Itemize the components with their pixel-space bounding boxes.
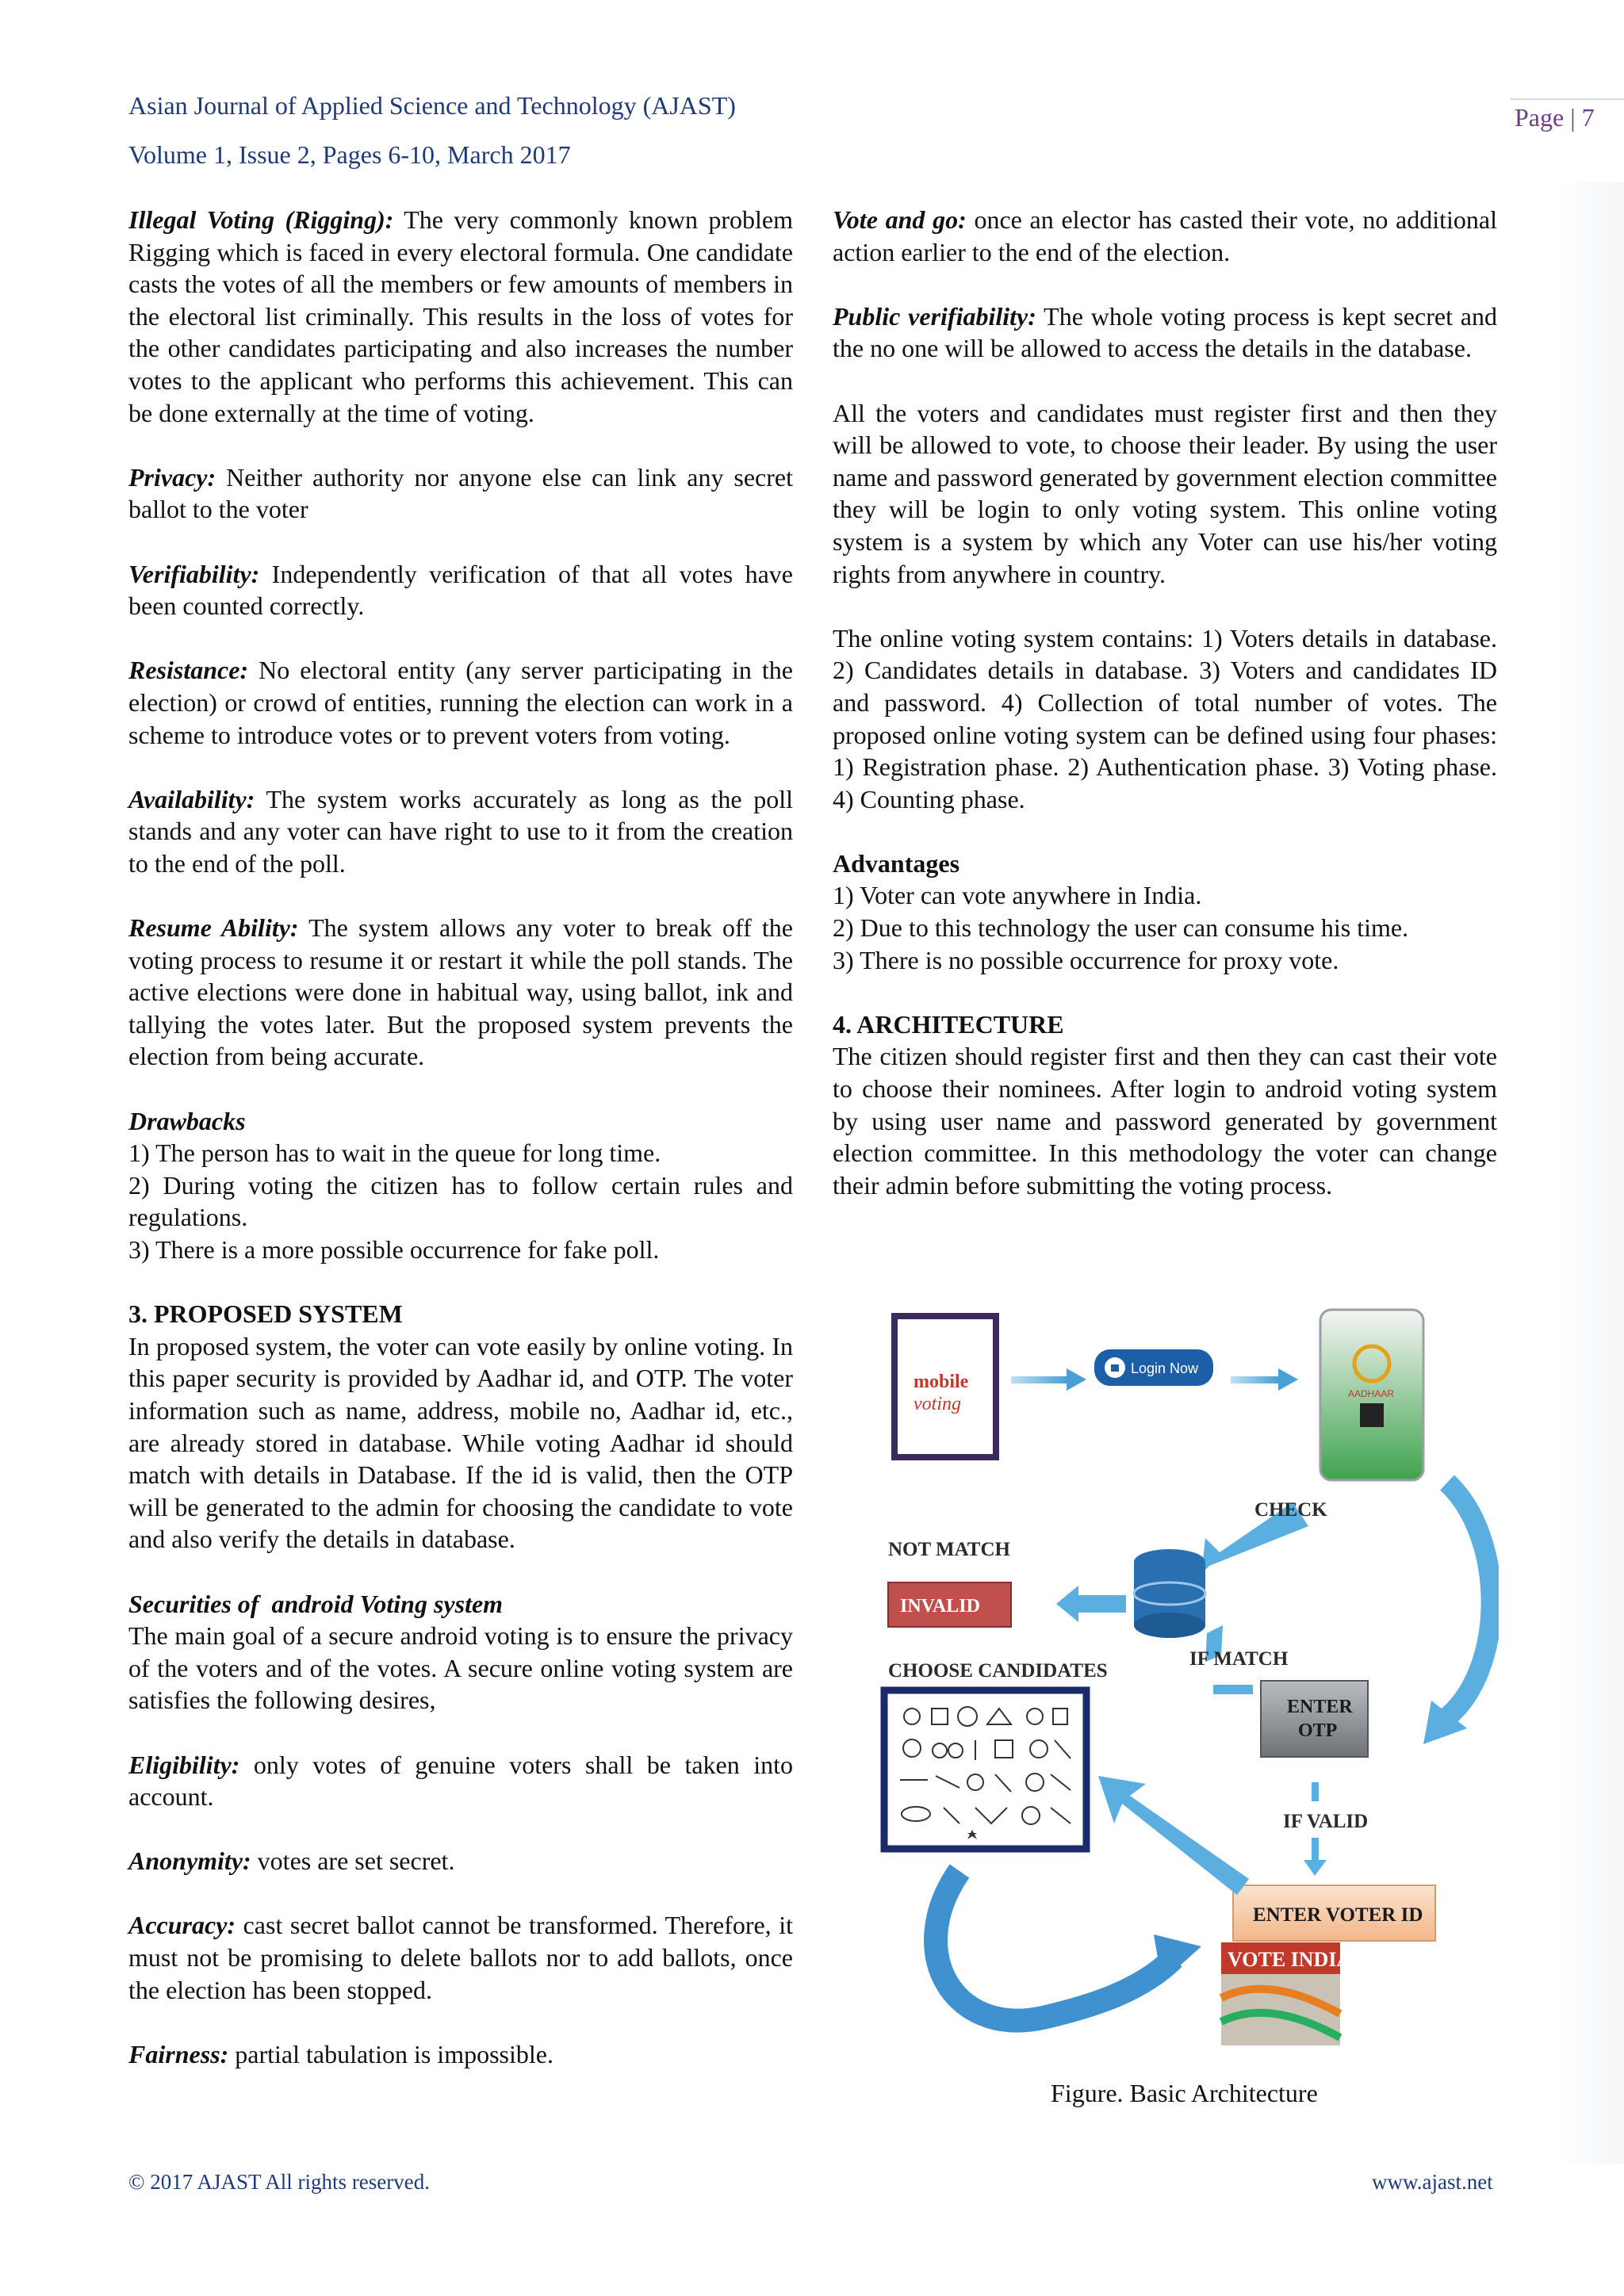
arrow-icon	[1231, 1368, 1298, 1391]
advantages-list	[833, 879, 1497, 976]
paragraph-proposed-system: In proposed system, the voter can vote easily by online voting. In this paper security is provided by Aadhar id, and OTP. The voter information such as name, address, mobile no, Aadhar id, etc., are already stored in database. While voting Aadhar id should match with details in Database. If the id is valid, then the OTP will be generated to the admin for choosing the candidate to vote and also verify the details in database.	[128, 1331, 793, 1554]
list-item: 2) During voting the citizen has to follow certain rules and regulations.	[128, 1170, 793, 1232]
paragraph-system-contains: The online voting system contains: 1) Voters details in database. 2) Candidates details in database. 3) Voters and candidates ID and password. 4) Collection of total number of votes. The proposed online voting system can be defined using four phases: 1) Registration phase. 2) Authentication phase. 3) Voting phase. 4) Counting phase.	[833, 623, 1497, 813]
arrow-bar	[1213, 1685, 1253, 1694]
figure-caption: Figure. Basic Architecture	[1051, 2079, 1318, 2107]
curved-arrow-icon	[1443, 1483, 1492, 1720]
term: Availability:	[128, 784, 255, 813]
lock-icon	[1111, 1364, 1119, 1372]
paragraph-fairness	[128, 2038, 793, 2071]
logo-mobile-text: mobile	[914, 1372, 969, 1392]
enter-otp-line2: OTP	[1298, 1720, 1338, 1741]
enter-otp-box	[1261, 1681, 1368, 1757]
journal-volume: Volume 1, Issue 2, Pages 6-10, March 2017	[128, 140, 571, 169]
footer-website-link[interactable]: www.ajast.net	[1372, 2170, 1493, 2194]
term: Privacy:	[128, 462, 216, 492]
database-icon	[1134, 1549, 1205, 1638]
footer-copyright: © 2017 AJAST All rights reserved.	[128, 2170, 431, 2194]
login-now-label: Login Now	[1131, 1360, 1199, 1376]
text: Neither authority nor anyone else can link any secret ballot to the voter	[128, 462, 793, 524]
check-label: CHECK	[1254, 1499, 1327, 1521]
term: Illegal Voting (Rigging):	[128, 205, 394, 234]
down-arrow-icon	[1304, 1838, 1327, 1876]
paragraph-eligibility	[128, 1749, 793, 1813]
paragraph-resistance	[128, 654, 793, 751]
vote-india-image	[1221, 1942, 1351, 2045]
aadhaar-label: AADHAAR	[1348, 1388, 1395, 1399]
paragraph-resume-ability	[128, 912, 793, 1073]
text: once an elector has casted their vote, no additional action earlier to the end of the election.	[833, 205, 1498, 266]
term: Resume Ability:	[128, 913, 299, 943]
paragraph-vote-and-go	[833, 204, 1497, 268]
page-edge-shade	[1554, 182, 1624, 2164]
text: votes are set secret.	[251, 1846, 455, 1876]
check-arrow	[1201, 1499, 1327, 1574]
login-now-badge	[1094, 1349, 1213, 1386]
if-match-label: IF MATCH	[1189, 1648, 1289, 1670]
list-item: 3) There is a more possible occurrence for fake poll.	[128, 1235, 660, 1264]
paragraph-privacy	[128, 461, 793, 526]
text: No electoral entity (any server participating in the election) or crowd of entities, running the election can work in a scheme to introduce votes or to prevent voters from voting.	[128, 656, 793, 749]
term: Accuracy:	[128, 1911, 236, 1940]
logo-voting-text: voting	[914, 1394, 961, 1414]
candidate-symbols-board	[884, 1690, 1086, 1849]
term: Verifiability:	[128, 559, 260, 588]
term: Anonymity:	[128, 1846, 251, 1876]
left-column	[128, 204, 793, 2103]
paragraph-anonymity	[128, 1845, 793, 1877]
enter-otp-line1: ENTER	[1287, 1697, 1353, 1717]
curved-arrow-icon	[936, 1871, 1174, 2021]
enter-voter-id-label: ENTER VOTER ID	[1253, 1904, 1423, 1926]
arrow-icon	[1011, 1368, 1086, 1391]
term: Public verifiability:	[833, 301, 1036, 331]
securities-heading: Securities of android Voting system	[128, 1589, 504, 1618]
diagonal-arrow-icon	[1098, 1776, 1249, 1895]
enter-voter-id-box	[1233, 1885, 1435, 1941]
list-item: 1) Voter can vote anywhere in India.	[833, 881, 1202, 910]
phone-aadhaar-icon	[1320, 1310, 1423, 1480]
advantages-heading: Advantages	[833, 848, 960, 878]
paragraph-securities: The main goal of a secure android voting is to ensure the privacy of the voters and of the votes. A secure online voting system are satisfies the following desires,	[128, 1621, 793, 1715]
arrow-bar	[1312, 1782, 1319, 1801]
text: The system allows any voter to break off the voting process to resume it or restart it while the poll stands. The active elections were done in habitual way, using ballot, ink and tallying the votes later. But the proposed system prevents the election from being accurate.	[128, 913, 794, 1071]
term: Fairness:	[128, 2039, 229, 2068]
mobile-voting-logo	[894, 1316, 996, 1457]
page-rule	[1511, 98, 1624, 100]
invalid-label: INVALID	[900, 1596, 980, 1617]
right-column	[833, 204, 1497, 1234]
drawbacks-heading: Drawbacks	[128, 1106, 246, 1135]
page-number: Page | 7	[1515, 103, 1595, 132]
if-valid-label: IF VALID	[1283, 1811, 1369, 1832]
term: Resistance:	[128, 656, 249, 685]
text: cast secret ballot cannot be transformed. Therefore, it must not be promising to delete ballots nor to add ballots, once the election has been stopped.	[128, 1911, 793, 2004]
architecture-figure	[841, 1300, 1499, 2077]
paragraph-register: All the voters and candidates must register first and then they will be allowed to vote, to choose their leader. By using the user name and password generated by government election committee they will be login to only voting system. This online voting system is a system by which any Voter can use his/her voting rights from anywhere in country.	[833, 398, 1497, 588]
vote-india-label: VOTE INDIA	[1228, 1948, 1352, 1971]
text: The system works accurately as long as the poll stands and any voter can have right to use to it from the creation to the end of the poll.	[128, 784, 793, 878]
choose-candidates-label: CHOOSE CANDIDATES	[888, 1660, 1108, 1682]
text: only votes of genuine voters shall be taken into account.	[128, 1750, 793, 1812]
text: Independently verification of that all votes have been counted correctly.	[128, 559, 793, 621]
invalid-box	[888, 1582, 1011, 1627]
term: Vote and go:	[833, 205, 967, 234]
section-4-heading: 4. ARCHITECTURE	[833, 1009, 1064, 1039]
journal-title: Asian Journal of Applied Science and Technology (AJAST)	[128, 91, 736, 120]
term: Eligibility:	[128, 1750, 240, 1779]
text: partial tabulation is impossible.	[228, 2039, 553, 2068]
section-3-heading: 3. PROPOSED SYSTEM	[128, 1299, 403, 1329]
paragraph-public-verifiability	[833, 300, 1497, 365]
paragraph-verifiability	[128, 558, 793, 622]
list-item: 3) There is no possible occurrence for proxy vote.	[833, 945, 1339, 974]
paragraph-illegal-voting	[128, 204, 793, 429]
list-item: 1) The person has to wait in the queue for long time.	[128, 1138, 661, 1168]
text: The whole voting process is kept secret and the no one will be allowed to access the details in the database.	[833, 301, 1498, 363]
paragraph-architecture: The citizen should register first and then they can cast their vote to choose their nominees. After login to android voting system by using user name and password generated by government election committee. In this methodology the voter can change their admin before submitting the voting process.	[833, 1042, 1497, 1200]
paragraph-availability	[128, 783, 793, 880]
not-match-label: NOT MATCH	[888, 1539, 1010, 1560]
drawbacks-list	[128, 1137, 793, 1265]
left-arrow-icon	[1056, 1586, 1126, 1622]
text: The very commonly known problem Rigging which is faced in every electoral formula. One candidate casts the votes of all the members or few amounts of members in the electoral list criminally. This results in the loss of votes for the other candidates participating and also increases the number votes to the applicant who performs this achievement. This can be done externally at the time of voting.	[128, 205, 794, 427]
list-item: 2) Due to this technology the user can consume his time.	[833, 913, 1409, 943]
paragraph-accuracy	[128, 1909, 793, 2006]
